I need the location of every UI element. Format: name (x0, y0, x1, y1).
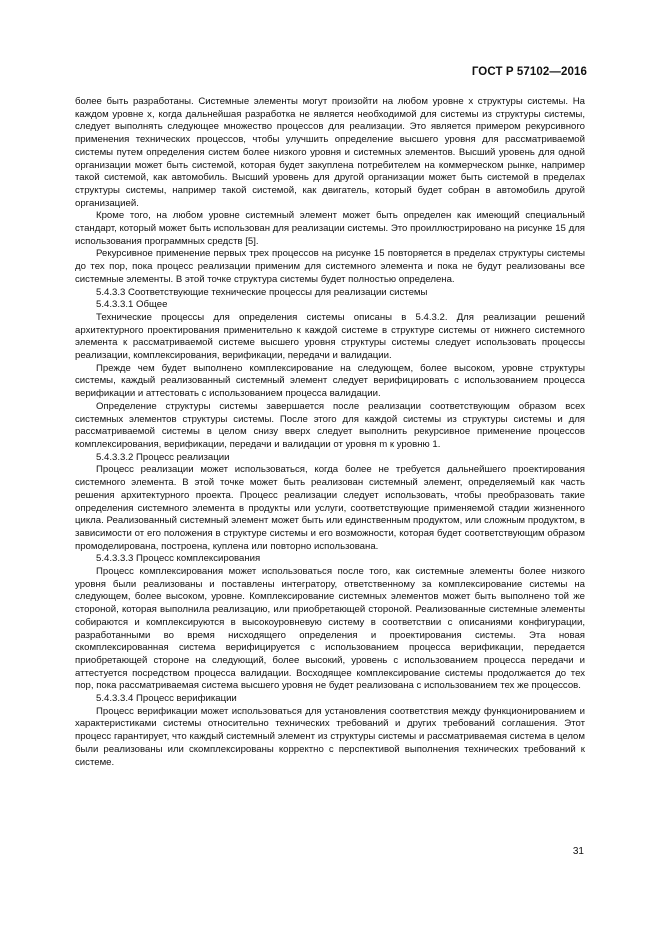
paragraph: Процесс верификации может использоваться для установления соответствия между функционированием и характеристиками системы относительно технических требований и других требований соглашения. Этот процесс гарантирует, что каждый системный элемент из структуры системы и рассматриваемая система в целом были реализованы или скомплексированы корректно с перспективой выполнения технических требований к системе. (75, 705, 585, 768)
subsection-heading: 5.4.3.3.2 Процесс реализации (96, 451, 230, 463)
paragraph: Прежде чем будет выполнено комплексирование на следующем, более высоком, уровне структуры системы, каждый реализованный системный элемент следует верифицировать с использованием процесса верификации и аттестовать с использованием процесса валидации. (75, 362, 585, 400)
document-header: ГОСТ Р 57102—2016 (471, 66, 587, 78)
paragraph-continuation: более быть разработаны. Системные элементы могут произойти на любом уровне х структуры системы. На каждом уровне x, когда дальнейшая разработка не является необходимой для системы из структуры системы, следует выполнять следующее множество процессов для реализации. Это является примером рекурсивного применения технических процессов, чтобы улучшить определение высшего уровня для рассматриваемой системы путем определения систем более низкого уровня и системных элементов. Высший уровень для одной организации может быть системой, которая будет закуплена потребителем на коммерческом рынке, например такой системой, как автомобиль. Высший уровень для другой организации может быть системой в пределах структуры системы, например такой системой, как двигатель, который будет собран в автомобиль другой организацией. (75, 96, 585, 209)
page-number: 31 (572, 846, 584, 857)
paragraph: Определение структуры системы завершается после реализации соответствующим образом всех системных элементов структуры системы. После этого для каждой системы из структуры системы и для рассматриваемой системы в целом снизу вверх следует выполнить рекурсивное применение процессов комплексирования, верификации, передачи и валидации от уровня m к уровню 1. (75, 400, 585, 450)
section-heading: 5.4.3.3 Соответствующие технические процессы для реализации системы (96, 286, 428, 298)
paragraph: Рекурсивное применение первых трех процессов на рисунке 15 повторяется в пределах структуры системы до тех пор, пока процесс реализации применим для системного элемента и пока не будут реализованы все системные элементы. В этой точке структура системы будет полностью определена. (75, 248, 585, 285)
subsection-heading: 5.4.3.3.1 Общее (96, 299, 168, 311)
subsection-heading: 5.4.3.3.4 Процесс верификации (96, 693, 237, 705)
subsection-heading: 5.4.3.3.3 Процесс комплексирования (96, 553, 261, 565)
paragraph: Процесс реализации может использоваться, когда более не требуется дальнейшего проектирования системного элемента. В этой точке может быть реализован системный элемент, определяемый как часть решения архитектурного проекта. Процесс реализации следует использовать, чтобы преобразовать такие определения системного элемента в продукты или услуги, соответствующие применяемой стадии жизненного цикла. Реализованный системный элемент может быть или единственным продуктом, или сложным продуктом, в зависимости от его положения в структуре системы и его возможности, которая будет соответствующим образом промоделирована, построена, куплена или повторно использована. (75, 464, 585, 552)
paragraph: Кроме того, на любом уровне системный элемент может быть определен как имеющий специальный стандарт, который может быть использован для реализации системы. Это проиллюстрировано на рисунке 15 для использования программных средств [5]. (75, 210, 585, 247)
paragraph: Процесс комплексирования может использоваться после того, как системные элементы более низкого уровня были реализованы и поставлены интегратору, ответственному за комплексирование системы на следующем, более высоком, уровне. Комплексирование системных элементов может быть выполнено той же стороной, которая выполнила реализацию, или приобретающей стороной. Реализованные системные элементы собираются и комплексируются в высокоуровневую систему в соответствии с описаниями конфигурации, разработанными во время нисходящего определения и проектирования системы. Эта новая скомплексированная система верифицируется с использованием процесса верификации, передается приобретающей стороне на следующий, более высокий, уровень с использованием процесса передачи и аттестуется посредством процесса валидации. Восходящее комплексирование системы продолжается до тех пор, пока рассматриваемая система высшего уровня не будет реализована с использованием тех же процессов. (75, 566, 585, 692)
paragraph: Технические процессы для определения системы описаны в 5.4.3.2. Для реализации решений архитектурного проектирования применительно к каждой системе в структуре системы от нижнего системного элемента к рассматриваемой системе высшего уровня структуры системы следует использовать процессы реализации, комплексирования, верификации, передачи и валидации. (75, 311, 585, 362)
page-body (75, 96, 585, 769)
